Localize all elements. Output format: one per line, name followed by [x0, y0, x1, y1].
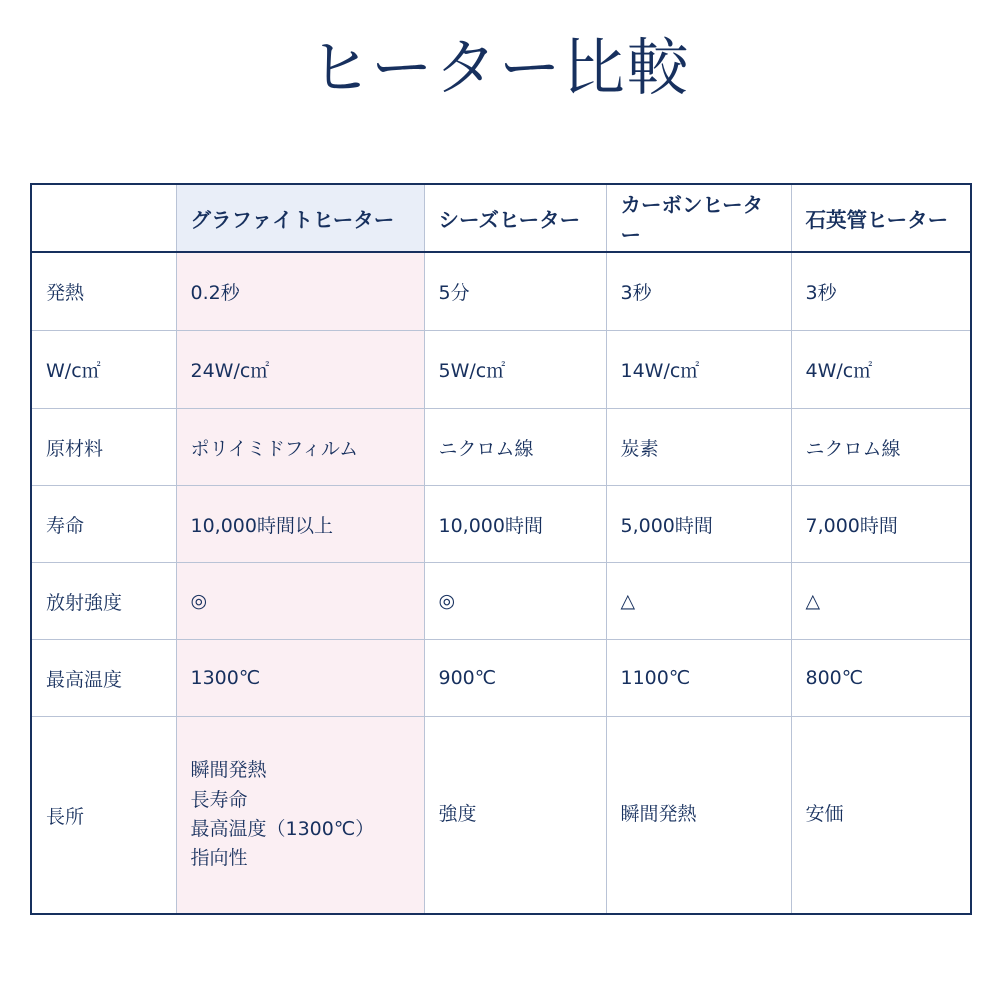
cell-heating-graphite: 0.2秒 [176, 252, 424, 331]
cell-material-carbon: 炭素 [606, 409, 791, 486]
row-label-watt-density: W/c㎡ [31, 331, 176, 409]
column-header-quartz: 石英管ヒーター [791, 184, 971, 252]
cell-heating-sheath: 5分 [424, 252, 606, 331]
table-row [31, 717, 971, 915]
cell-maxtemp-graphite: 1300℃ [176, 640, 424, 717]
cell-lifespan-sheath: 10,000時間 [424, 486, 606, 563]
table-header-row [31, 184, 971, 252]
row-label-material: 原材料 [31, 409, 176, 486]
cell-material-quartz: ニクロム線 [791, 409, 971, 486]
row-label-advantages: 長所 [31, 717, 176, 915]
table-row [31, 331, 971, 409]
heater-comparison-table [30, 183, 972, 915]
cell-advantages-quartz [791, 717, 971, 915]
table-corner-cell [31, 184, 176, 252]
table-row [31, 640, 971, 717]
row-label-max-temperature: 最高温度 [31, 640, 176, 717]
cell-advantages-graphite [176, 717, 424, 915]
cell-radiation-quartz: △ [791, 563, 971, 640]
table-row [31, 486, 971, 563]
cell-line: 瞬間発熱 [190, 759, 267, 782]
cell-line: 指向性 [190, 847, 248, 870]
cell-line: 安価 [805, 803, 844, 826]
cell-line: 最高温度（1300℃） [190, 818, 375, 840]
page-title: ヒーター比較 [309, 31, 691, 104]
cell-maxtemp-carbon: 1100℃ [606, 640, 791, 717]
cell-watt-sheath: 5W/c㎡ [424, 331, 606, 409]
column-header-carbon: カーボンヒーター [606, 184, 791, 252]
cell-material-graphite: ポリイミドフィルム [176, 409, 424, 486]
table-row [31, 563, 971, 640]
comparison-table-wrapper [30, 183, 970, 915]
cell-maxtemp-sheath: 900℃ [424, 640, 606, 717]
cell-maxtemp-quartz: 800℃ [791, 640, 971, 717]
column-header-graphite: グラファイトヒーター [176, 184, 424, 252]
cell-line: 長寿命 [190, 788, 248, 811]
row-label-heating: 発熱 [31, 252, 176, 331]
cell-watt-graphite: 24W/c㎡ [176, 331, 424, 409]
cell-lifespan-carbon: 5,000時間 [606, 486, 791, 563]
row-label-radiation-intensity: 放射強度 [31, 563, 176, 640]
cell-line: 瞬間発熱 [620, 803, 697, 826]
table-row [31, 409, 971, 486]
cell-line: 強度 [438, 803, 477, 826]
cell-watt-quartz: 4W/c㎡ [791, 331, 971, 409]
cell-heating-carbon: 3秒 [606, 252, 791, 331]
row-label-lifespan: 寿命 [31, 486, 176, 563]
table-row [31, 252, 971, 331]
column-header-sheath: シーズヒーター [424, 184, 606, 252]
cell-watt-carbon: 14W/c㎡ [606, 331, 791, 409]
cell-lifespan-graphite: 10,000時間以上 [176, 486, 424, 563]
cell-advantages-carbon [606, 717, 791, 915]
cell-radiation-sheath: ◎ [424, 563, 606, 640]
cell-material-sheath: ニクロム線 [424, 409, 606, 486]
cell-heating-quartz: 3秒 [791, 252, 971, 331]
cell-lifespan-quartz: 7,000時間 [791, 486, 971, 563]
cell-radiation-carbon: △ [606, 563, 791, 640]
cell-radiation-graphite: ◎ [176, 563, 424, 640]
cell-advantages-sheath [424, 717, 606, 915]
